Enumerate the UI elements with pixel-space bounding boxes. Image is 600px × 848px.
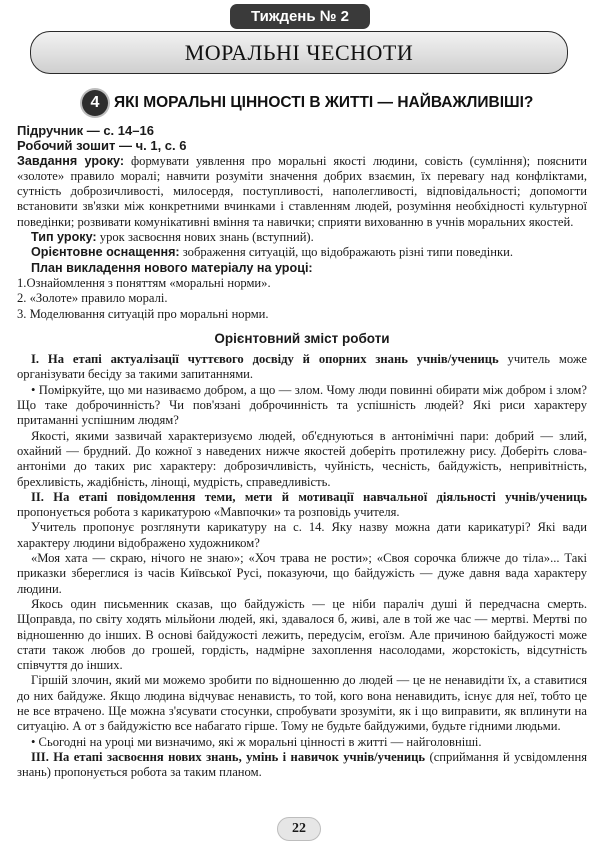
stage-2-caricature: Учитель пропонує розглянути карикатуру на с. 14. Яку назву можна дати карикатурі? Які вади характеру людини відображено художником? bbox=[17, 520, 587, 550]
lesson-goals bbox=[17, 154, 587, 230]
equipment-text: зображення ситуацій, що відображають різні типи поведінки. bbox=[182, 245, 514, 260]
topic-title: МОРАЛЬНІ ЧЕСНОТИ bbox=[184, 39, 414, 65]
plan-item: 1.Ознайомлення з поняттям «моральні норми». bbox=[17, 275, 271, 290]
plan-item: 2. «Золоте» правило моралі. bbox=[17, 291, 168, 306]
stage-2-crime: Гіршій злочин, який ми можемо зробити по відношенню до людей — це не ненавидіти їх, а ставитися до них байдуже. Якщо людина відчуває ненависть, то той, кого вона ненавидить, існує для неї, тобто це не все втрачено. Ще можна з'ясувати стосунки, спробувати зрозуміти, як і що виправити, як вплинути на ситуацію. А от з байдужістю все набагато гірше. Тому не будьте байдужими, будьте гідними людьми. bbox=[17, 673, 587, 734]
plan-label: План викладення нового матеріалу на уроці: bbox=[31, 260, 313, 275]
lesson-type bbox=[17, 230, 587, 245]
work-section-title: Орієнтовний зміст роботи bbox=[214, 330, 390, 346]
plan-item: 3. Моделювання ситуацій про моральні норми. bbox=[17, 306, 269, 321]
stage-1-intro bbox=[17, 352, 587, 383]
stage-3-text: (сприймання й усвідомлення знань) пропонується робота за таким планом. bbox=[17, 749, 587, 780]
textbook-ref: Підручник — с. 14–16 bbox=[17, 123, 154, 138]
goals-text: формувати уявлення про моральні якості людини, совість (сумління); пояснити «золоте» правило моралі; навчити розуміти значення добрих взаємин, їх перевагу над конфліктами, сутність доброзичливості, милосердя, поступливості, наполегливості, відповідальності; допомогти встановити зв'язки між конкретними вчинками і ставленням людей, розуміння необхідності культурної поведінки; розвивати комунікативні вміння та навички; сприяти вихованню в учнів моральних якостей. bbox=[17, 153, 587, 229]
stage-3-heading: III. На етапі засвоєння нових знань, умінь і навичок учнів/учениць bbox=[31, 749, 426, 764]
stage-1-antonyms: Якості, якими зазвичай характеризуємо людей, об'єднуються в антонімічні пари: добрий — злий, охайний — брудний. До кожної з наведених нижче якостей доберіть протилежну рису. Доберіть слова-антоніми до таких рис характеру: доброзичливість, чуйність, чесність, байдужість, непривітність, брехливість, жадібність, лінощі, мудрість, справедливість. bbox=[17, 428, 587, 489]
lesson-type-text: урок засвоєння нових знань (вступний). bbox=[99, 230, 314, 245]
stage-2-heading: II. На етапі повідомлення теми, мети й мотивації навчальної діяльності учнів/учениць bbox=[31, 489, 587, 504]
week-label: Тиждень № 2 bbox=[230, 4, 370, 29]
stage-3-intro bbox=[17, 750, 587, 781]
equipment bbox=[17, 245, 587, 260]
plan bbox=[17, 261, 587, 276]
topic-banner bbox=[30, 31, 568, 74]
stage-1-text: учитель може організувати бесіду за такими запитаннями. bbox=[17, 352, 587, 382]
lesson-heading bbox=[82, 88, 552, 118]
lesson-type-label: Тип уроку: bbox=[31, 230, 97, 245]
stage-2-proverbs: «Моя хата — скраю, нічого не знаю»; «Хоч трава не рости»; «Своя сорочка ближче до тіла»... Такі приказки збереглися із часів Київської Русі, показуючи, що байдужість — дуже давня вада характеру людини. bbox=[17, 551, 587, 596]
page-number: 22 bbox=[277, 817, 321, 841]
lesson-title: ЯКІ МОРАЛЬНІ ЦІННОСТІ В ЖИТТІ — НАЙВАЖЛИВІШІ? bbox=[114, 94, 534, 111]
lesson-number-badge: 4 bbox=[82, 90, 108, 116]
workbook-ref: Робочий зошит — ч. 1, с. 6 bbox=[17, 138, 187, 154]
stage-2-text: пропонується робота з карикатурою «Мавпочки» та розповідь учителя. bbox=[17, 505, 400, 520]
stage-2-indifference: Якось один письменник сказав, що байдужість — це ніби параліч душі й передчасна смерть. Щоправда, по світу ходять мільйони людей, які, здавалося б, живі, але в той же час — мертві. Мертві по відношенню до інших. В основі байдужості лежить, передусім, егоїзм. Але причиною байдужості може стати також любов до грошей, гордість, надмірне захоплення насолодами, жорстокість, відсутність співчуття до інших. bbox=[17, 596, 587, 673]
page-content bbox=[17, 123, 587, 780]
goals-label: Завдання уроку: bbox=[17, 153, 125, 168]
stage-1-questions: • Поміркуйте, що ми називаємо добром, а що — злом. Чому люди повинні обирати між добром і злом? Що таке доброчинність? Чи пов'язані доброчинність та успішність людей? Які риси характеру притаманні успішним людям? bbox=[17, 382, 587, 428]
stage-1-heading: I. На етапі актуалізації чуттєвого досвіду й опорних знань учнів/учениць bbox=[31, 352, 499, 367]
stage-2-intro bbox=[17, 490, 587, 521]
stage-2-today: • Сьогодні на уроці ми визначимо, які ж моральні цінності в житті — найголовніші. bbox=[31, 734, 482, 749]
equipment-label: Орієнтовне оснащення: bbox=[31, 245, 180, 260]
